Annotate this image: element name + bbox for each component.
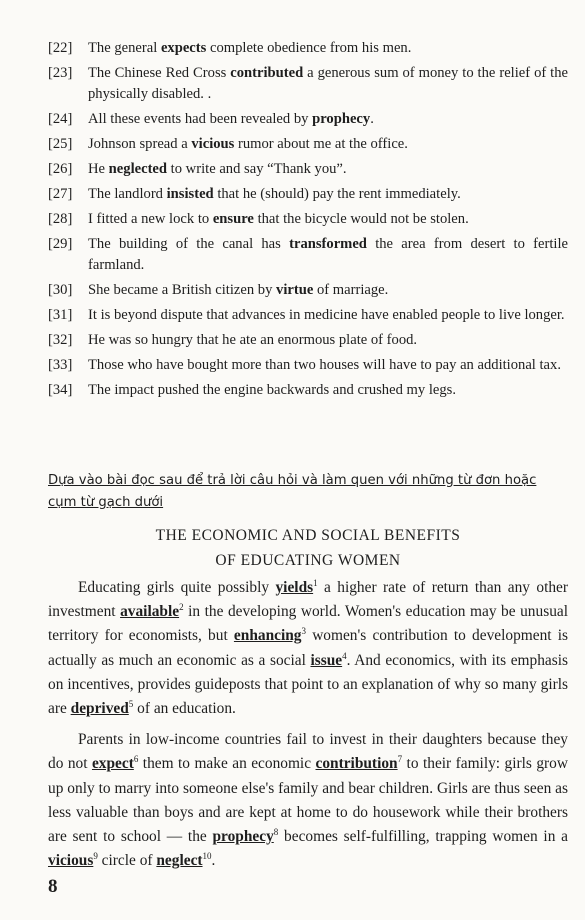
underlined-keyword: prophecy [212,828,274,846]
text-run: He was so hungry that he ate an enormous plate of food. [88,332,418,348]
text-run: . [370,111,374,127]
text-run: Educating girls quite possibly [78,579,276,596]
keyword: ensure [212,211,254,227]
text-run: in the developing world. Women's education may be unusual territory for economists, but [48,603,568,645]
sentence-number: [34] [48,382,73,398]
sentence-item [48,63,568,105]
text-run: She became a British citizen by [88,282,277,298]
sentence-item [48,38,568,59]
sentence-number: [33] [48,357,73,373]
underlined-keyword: yields [275,579,314,596]
sentence-text [88,159,568,180]
keyword: insisted [166,186,214,202]
underlined-keyword: contribution [315,755,398,773]
passage-body [48,576,568,880]
underlined-keyword: enhancing [233,627,302,645]
text-run: them to make an economic [138,755,316,773]
sentence-number: [31] [48,307,73,323]
text-run: women's contribution to development is actually as much an economic as a social [48,627,568,669]
sentence-item [48,159,568,180]
text-run: to their family: girls grow up only to marry into someone else's family and bear children. Girls are thus seen as less valuable than boys and are kept at home to do housework while their brothers are sent to school — the [48,755,568,846]
text-run: Johnson spread a [88,136,192,152]
footnote-marker: 6 [133,754,139,765]
underlined-keyword: available [120,603,180,621]
text-run: Those who have bought more than two houses will have to pay an additional tax. [88,357,561,373]
passage-paragraph [48,576,568,721]
sentence-number: [27] [48,186,73,202]
text-run: The landlord [88,186,167,202]
sentence-item [48,234,568,276]
text-run: The general [88,40,161,56]
text-run: . [211,852,216,870]
keyword: neglected [108,161,168,177]
instruction-heading: Dựa vào bài đọc sau để trả lời câu hỏi và làm quen với những từ đơn hoặc cụm từ gạch dưới [48,473,537,510]
underlined-keyword: neglect [156,852,203,870]
text-run: of marriage. [313,282,389,298]
text-run: . And economics, with its emphasis on incentives, provides guideposts that point to an explanation of why so many girls are [48,651,568,718]
text-run: complete obedience from his men. [206,40,412,56]
text-run: He [88,161,109,177]
sentence-text [88,330,568,351]
text-run: The impact pushed the engine backwards and crushed my legs. [88,382,456,398]
sentence-item [48,380,568,401]
sentence-item [48,330,568,351]
text-run: The Chinese Red Cross [88,65,231,81]
footnote-marker: 4 [342,650,347,661]
text-run: The building of the canal has [88,236,290,252]
text-run: circle of [97,852,157,870]
sentence-text [88,209,568,230]
text-run: Parents in low-income countries fail to invest in their daughters because they do not [48,731,568,773]
footnote-marker: 8 [273,826,279,837]
keyword: expects [160,40,207,56]
sentence-item [48,109,568,130]
keyword: vicious [191,136,235,152]
footnote-marker: 7 [397,754,403,765]
footnote-marker: 5 [128,698,134,709]
sentence-text [88,134,568,155]
footnote-marker: 9 [93,851,98,862]
footnote-marker: 2 [179,602,184,613]
text-run: All these events had been revealed by [88,111,313,127]
page-number: 8 [48,876,58,897]
keyword: virtue [276,282,314,298]
sentence-text [88,38,568,59]
text-run: It is beyond dispute that advances in medicine have enabled people to live longer. [88,307,565,323]
sentence-text [88,234,568,276]
sentence-list [48,38,568,405]
underlined-keyword: vicious [48,852,94,870]
title-line-1: THE ECONOMIC AND SOCIAL BENEFITS [155,527,461,544]
underlined-keyword: issue [310,651,343,669]
sentence-text [88,280,568,301]
sentence-number: [30] [48,282,73,298]
text-run: a higher rate of return than any other investment [48,579,568,621]
text-run: rumor about me at the office. [234,136,408,152]
sentence-text [88,63,568,105]
sentence-text [88,109,568,130]
text-run: becomes self-fulfilling, trapping women in a [278,828,568,846]
underlined-keyword: expect [91,755,134,773]
keyword: prophecy [312,111,371,127]
sentence-number: [25] [48,136,73,152]
sentence-number: [32] [48,332,73,348]
sentence-text [88,184,568,205]
sentence-item [48,209,568,230]
sentence-number: [26] [48,161,73,177]
keyword: transformed [289,236,367,252]
sentence-item [48,134,568,155]
footnote-marker: 3 [301,626,306,637]
footnote-marker: 10 [202,851,212,862]
sentence-item [48,305,568,326]
passage-title [48,523,568,573]
text-run: I fitted a new lock to [88,211,213,227]
underlined-keyword: deprived [70,700,129,718]
sentence-item [48,280,568,301]
sentence-number: [29] [48,236,73,252]
sentence-text [88,355,568,376]
text-run: to write and say “Thank you”. [167,161,347,177]
text-run: that the bicycle would not be stolen. [253,211,469,227]
sentence-number: [24] [48,111,73,127]
sentence-text [88,380,568,401]
title-line-2: OF EDUCATING WOMEN [215,552,401,569]
sentence-item [48,184,568,205]
text-run: that he (should) pay the rent immediately. [213,186,461,202]
passage-paragraph [48,728,568,873]
text-run: the area from desert to fertile farmland. [88,236,569,273]
sentence-number: [22] [48,40,73,56]
keyword: contributed [230,65,304,81]
footnote-marker: 1 [313,577,318,588]
text-run: of an education. [133,700,236,718]
sentence-item [48,355,568,376]
sentence-number: [28] [48,211,73,227]
text-run: a generous sum of money to the relief of the physically disabled. . [88,65,568,102]
sentence-number: [23] [48,65,73,81]
sentence-text [88,305,568,326]
